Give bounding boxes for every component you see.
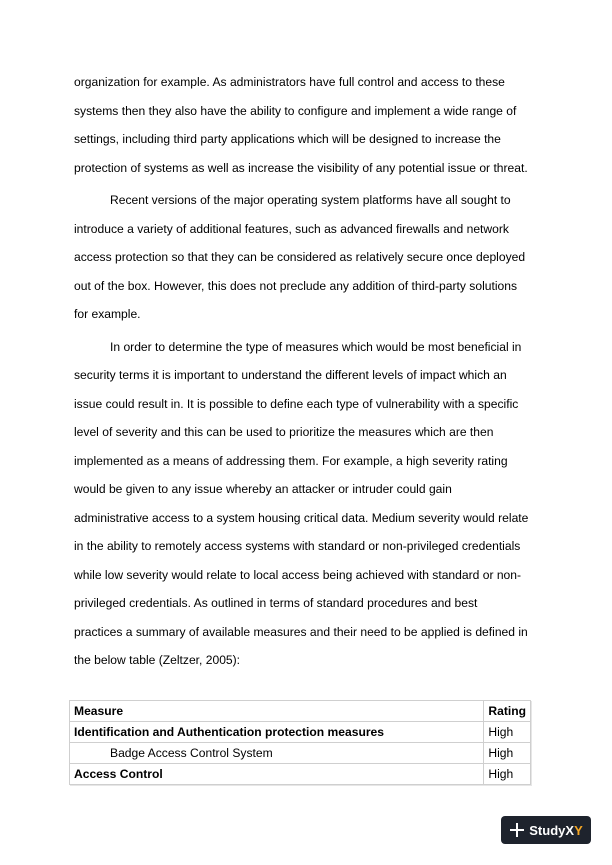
rating-cell: High (484, 764, 531, 785)
text-line: for example. (74, 307, 141, 321)
measure-cell: Identification and Authentication protection measures (70, 722, 484, 743)
text-line: introduce a variety of additional features, such as advanced firewalls and network (74, 221, 509, 236)
measure-cell: Badge Access Control System (70, 743, 484, 764)
text-line: issue could result in. It is possible to define each type of vulnerability with a specific (74, 396, 519, 411)
logo-brand-main: StudyX (529, 822, 575, 838)
text-line: In order to determine the type of measures which would be most beneficial in (110, 339, 522, 354)
text-line: the below table (Zeltzer, 2005): (74, 653, 241, 667)
text-line: systems then they also have the ability to configure and implement a wide range of (74, 103, 517, 118)
studyxy-logo[interactable] (501, 816, 591, 844)
text-line: privileged credentials. As outlined in terms of standard procedures and best (74, 596, 478, 610)
measure-cell: Access Control (70, 764, 484, 785)
table-row (70, 743, 531, 764)
text-line: administrative access to a system housing critical data. Medium severity would relate (74, 510, 529, 525)
rating-cell: High (484, 743, 531, 764)
paragraph-1 (74, 68, 544, 182)
plus-icon (509, 822, 525, 838)
text-line: level of severity and this can be used to prioritize the measures which are then (74, 425, 494, 439)
rating-cell: High (484, 722, 531, 743)
text-line: settings, including third party applications which will be designed to increase the (74, 132, 501, 146)
text-line: practices a summary of available measures and their need to be applied is defined in (74, 624, 528, 639)
logo-brand-accent: Y (574, 822, 583, 838)
text-line: Recent versions of the major operating system platforms have all sought to (110, 193, 511, 207)
header-rating: Rating (484, 701, 531, 722)
body-text (74, 68, 544, 675)
text-line: out of the box. However, this does not preclude any addition of third-party solutions (74, 278, 518, 293)
text-line: implemented as a means of addressing them. For example, a high severity rating (74, 453, 508, 468)
header-measure: Measure (70, 701, 484, 722)
text-line: protection of systems as well as increase the visibility of any potential issue or threat. (74, 160, 528, 175)
text-line: in the ability to remotely access systems with standard or non-privileged credentials (74, 539, 521, 553)
paragraph-3 (74, 333, 544, 675)
text-line: while low severity would relate to local access being achieved with standard or non- (74, 567, 522, 582)
text-line: would be given to any issue whereby an attacker or intruder could gain (74, 482, 452, 496)
text-line: security terms it is important to understand the different levels of impact which an (74, 368, 507, 382)
measures-table (69, 700, 531, 785)
paragraph-2 (74, 186, 544, 329)
logo-text (529, 823, 582, 838)
text-line: access protection so that they can be considered as relatively secure once deployed (74, 250, 526, 264)
text-line: organization for example. As administrators have full control and access to these (74, 75, 505, 89)
table-row (70, 722, 531, 743)
table-row (70, 764, 531, 785)
table-header-row (70, 701, 531, 722)
